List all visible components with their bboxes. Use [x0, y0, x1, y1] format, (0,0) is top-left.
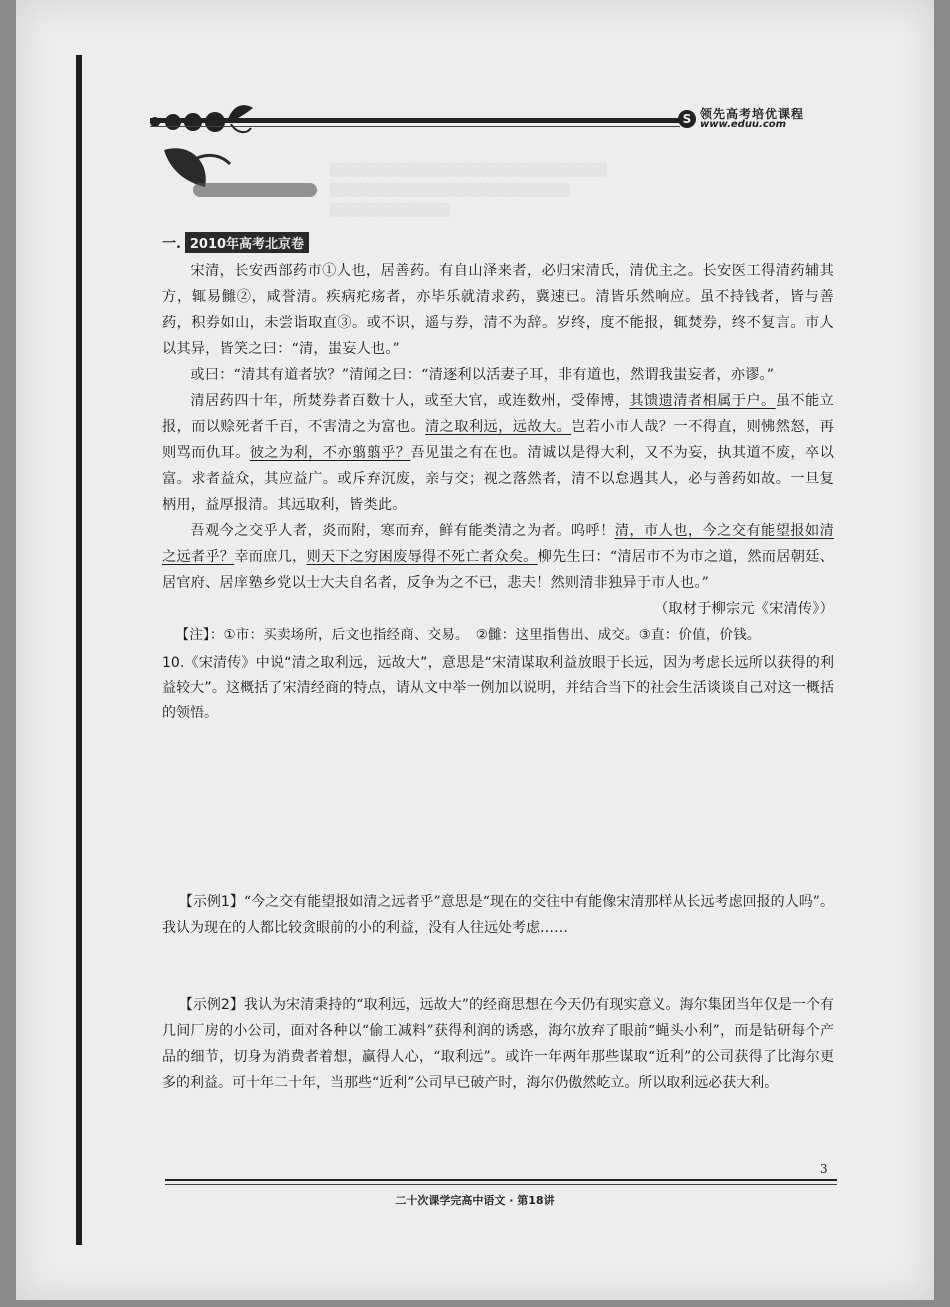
- passage-paragraph: [162, 388, 834, 518]
- section-heading: [162, 232, 309, 253]
- passage-text: 清居药四十年，所焚券者百数十人，或至大官，或连数州，受俸博，: [190, 393, 630, 409]
- example-2-label: 【示例2】: [178, 997, 244, 1013]
- passage-paragraph: [162, 518, 834, 596]
- example-1-text: “今之交有能望报如清之远者乎”意思是“现在的交往中有能像宋清那样从长远考虑回报的人吗”。我认为现在的人都比较贪眼前的小的利益，没有人往远处考虑……: [162, 894, 834, 936]
- page-number: 3: [820, 1162, 828, 1176]
- header-rule-thin: [150, 126, 680, 127]
- example-2: [162, 992, 834, 1096]
- section-title: 2010年高考北京卷: [185, 232, 309, 253]
- footer-rule-thin: [165, 1184, 837, 1185]
- brand-logo: [678, 108, 804, 130]
- header-rule: [150, 118, 680, 123]
- passage-paragraph: [162, 258, 834, 362]
- brand-mark-icon: S: [678, 110, 696, 128]
- classical-passage: [162, 258, 834, 648]
- passage-text: 宋清，长安西部药市①人也，居善药。有自山泽来者，必归宋清氏，清优主之。长安医工得清药辅其方，辄易雠②，咸誉清。疾病疕疡者，亦毕乐就清求药，冀速已。清皆乐然响应。虽不持钱者，皆与善药，积券如山，未尝诣取直③。或不识，遥与券，清不为辞。岁终，度不能报，辄焚券，终不复言。市人以其异，皆笑之曰：“清，蚩妄人也。”: [162, 263, 834, 357]
- footer-text: 二十次课学完高中语文 · 第18讲: [395, 1194, 555, 1207]
- underlined-sentence: 清之取利远，远故大。: [425, 419, 572, 435]
- passage-text: 吾见蚩之有在也。清诚以是得大利，又不为妄，执其道不废，卒以富。求者益众，其应益广。或斥弃沉废，亲与交；视之落然者，清不以怠遇其人，必与善药如故。一旦复柄用，益厚报清。其远取利，皆类此。: [162, 445, 834, 513]
- passage-text: 吾观今之交乎人者，炎而附，寒而弃，鲜有能类清之为者。呜呼！: [190, 523, 615, 539]
- binding-bar: [76, 55, 82, 1245]
- passage-note: 【注】：①市：买卖场所，后文也指经商、交易。 ②雠：这里指售出、成交。③直：价值，价钱。: [175, 627, 761, 643]
- passage-text: 虽不能立报，而以赊死者千百，不害清之为富也。: [162, 393, 834, 435]
- underlined-sentence: 则天下之穷困废辱得不死亡者众矣。: [306, 549, 538, 565]
- passage-paragraphs: [162, 258, 834, 596]
- passage-paragraph: [162, 362, 834, 388]
- section-number: 一.: [162, 235, 181, 252]
- passage-text: 幸而庶几，: [234, 549, 307, 565]
- example-2-text: 我认为宋清秉持的“取利远，远故大”的经商思想在今天仍有现实意义。海尔集团当年仅是一个有几间厂房的小公司，面对各种以“偷工减料”获得利润的诱惑，海尔放弃了眼前“蝇头小利”，而是钻研每个产品的细节，切身为消费者着想，赢得人心，“取利远”。或许一年两年那些谋取“近利”的公司获得了比海尔更多的利益。可十年二十年，当那些“近利”公司早已破产时，海尔仍傲然屹立。所以取利远必获大利。: [162, 997, 834, 1091]
- passage-text: 柳先生曰：“清居市不为市之道，然而居朝廷、居官府、居庠塾乡党以士大夫自名者，反争为之不已，悲夫！然则清非独异于市人也。”: [162, 549, 834, 591]
- underlined-sentence: 清，市人也，今之交有能望报如清之远者乎？: [162, 523, 834, 565]
- passage-source: （取材于柳宗元《宋清传》）: [654, 601, 834, 617]
- underlined-sentence: 其馈遗清者相属于户。: [629, 393, 776, 409]
- example-1: [162, 889, 834, 941]
- underlined-sentence: 彼之为利，不亦翦翦乎？: [249, 445, 411, 461]
- brand-url: www.eduu.com: [700, 119, 787, 130]
- section-banner-icon: [160, 142, 330, 202]
- example-1-label: 【示例1】: [178, 894, 244, 910]
- passage-text: 或曰：“清其有道者欤？”清闻之曰：“清逐利以活妻子耳，非有道也，然谓我蚩妄者，亦谬。”: [190, 367, 775, 383]
- passage-text: 岂若小市人哉？一不得直，则怫然怒，再则骂而仇耳。: [162, 419, 834, 461]
- brand-name: 领先高考培优课程: [700, 107, 805, 121]
- footer-rule: [165, 1179, 837, 1181]
- question-10: 10.《宋清传》中说“清之取利远，远故大”，意思是“宋清谋取利益放眼于长远，因为考虑长远所以获得的利益较大”。这概括了宋清经商的特点，请从文中举一例加以说明，并结合当下的社会生活谈谈自己对这一概括的领悟。: [162, 655, 834, 721]
- bleed-through-text: ▒▒▒▒▒▒▒▒▒▒▒▒▒▒▒▒▒▒▒▒▒▒▒▒▒▒▒▒▒▒ ▒▒▒▒▒▒▒▒▒▒▒▒▒▒▒▒▒▒▒▒▒▒▒▒▒▒ ▒▒▒▒▒▒▒▒▒▒▒▒▒: [330, 163, 607, 217]
